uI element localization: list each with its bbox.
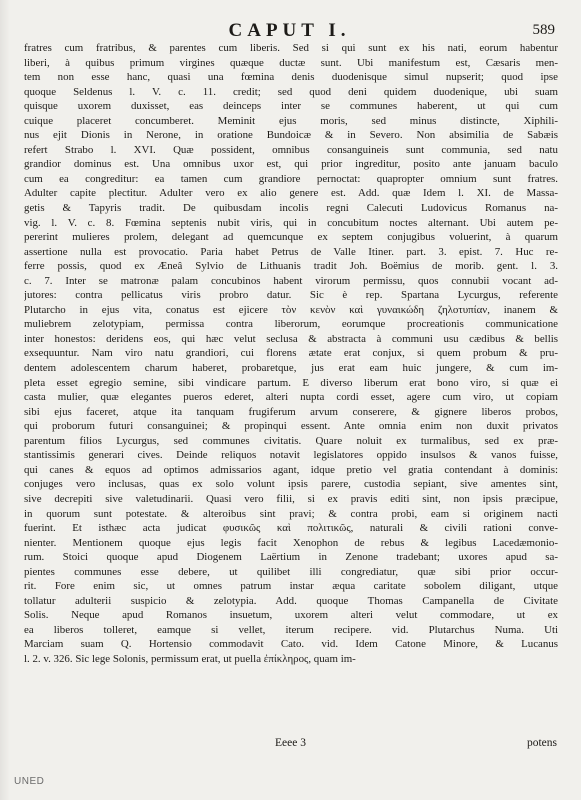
- text-line: pererint mulieres prolem, delegant ad quemcunque ex septem conjugibus voluerint, à quarum: [24, 231, 558, 244]
- text-line: Solis. Neque apud Romanos insuetum, uxorem alteri velut commodare, ut ex: [24, 609, 558, 622]
- text-line: refert Strabo l. XVI. Quæ possident, omnibus consanguineis sunt communia, sed natu: [24, 143, 558, 156]
- text-line: grandior dominus est. Una omnibus uxor est, qui prior ingreditur, posito ante januam baculo: [24, 158, 558, 171]
- text-line: sive decrepiti sive valetudinarii. Quasi vero filii, si ex pravis editi sint, non ipsis præcipue,: [24, 492, 558, 505]
- text-line: sibi ejus faceret, atque ita tanquam frugiferum arvum conserere, & gignere liberos probos,: [24, 405, 558, 418]
- text-line: conjuges vero inclusas, quas ex solo volunt ipsis parere, custodia sepiant, sive amentes sint,: [24, 478, 558, 491]
- page-number: 589: [532, 22, 555, 38]
- text-line: cum ea congreditur: ea tamen cum grandiore pernoctat: quapropter omnium sunt fratres.: [24, 172, 558, 185]
- text-line: rit. Fore enim sic, ut omnes patrum instar æqua caritate sobolem diligant, utque: [24, 580, 558, 593]
- text-line: in quorum sunt potestate. & alteroibus sint pravi; & contra probi, eam si originem nacti: [24, 507, 558, 520]
- text-line: tollatur adulterii suspicio & zelotypia. Add. quoque Thomas Campanella de Civitate: [24, 594, 558, 607]
- catchword: potens: [526, 737, 557, 749]
- text-line: qui proborum futuri consanguinei; & propinqui essent. Ante omnia enim non duxit privatos: [24, 420, 558, 433]
- text-line: c. 7. Inter se matronæ palam concubinos habent virorum permissu, quos connubii vocant ad-: [24, 274, 558, 287]
- text-line: jutores: contra pellicatus viris probro datur. Sic è rep. Spartana Lycurgus, referente: [24, 289, 558, 302]
- text-line: qui canes & equos ad optimos admissarios agant, idque pretio vel gratia contendant à dominis:: [24, 463, 558, 476]
- text-line: assertione nulla est provocatio. Paria habet Petrus de Valle Itiner. part. 3. epist. 7. Huc re-: [24, 245, 558, 258]
- text-line: dentem adolescentem charum haberet, probaretque, jus erat eam huic jungere, & cum im-: [24, 362, 558, 375]
- text-line: inter honestos: deridens eos, qui hæc velut seclusa & abstracta à communi usu cædibus & bellis: [24, 332, 558, 345]
- text-line: casta mulier, quæ elegantes pueros ederet, alteri nupta cordi esset, agere cum viro, ut copiam: [24, 391, 558, 404]
- text-line: parentum filios Lycurgus, sed communes civitatis. Quare noluit ex turmalibus, sed ex præ-: [24, 434, 558, 447]
- text-line: fratres cum fratribus, & parentes cum liberis. Sed si qui sunt ex his nati, eorum habentur: [24, 42, 558, 54]
- text-line: Adulter capite plectitur. Adulter vero ex alio genere est. Add. quæ Idem l. XI. de Massa-: [24, 187, 558, 200]
- text-line: quisque uxorem duxisset, eas deinceps inter se communes haberent, ut qui cum: [24, 100, 558, 113]
- text-line: nus ejit Dionis in Nerone, in oratione Bundoicæ & in Severo. Non absimilia de Sabæis: [24, 129, 558, 142]
- text-line: rum. Stoici quoque apud Diogenem Laërtium in Zenone tradebant; uxores apud sa-: [24, 551, 558, 564]
- page-fold-shadow: [0, 0, 10, 800]
- body-text: [24, 41, 558, 667]
- page-header: [24, 20, 555, 42]
- text-line: fuerint. Et isthæc acta judicat φυσικῶς καὶ πολιτικῶς, naturali & civili rationi conve-: [24, 522, 558, 535]
- text-line: nienter. Mentionem quoque ejus legis facit Xenophon de rebus & legibus Lacedæmonio-: [24, 536, 558, 549]
- page-footer: [24, 737, 557, 755]
- signature-mark: Eeee 3: [275, 737, 306, 749]
- text-line: vig. l. V. c. 8. Fœmina septenis nubit viris, qui in concubitum noctes alternant. Ubi autem pe-: [24, 216, 558, 229]
- text-line: ferre possis, quod ex Æneâ Sylvio de Lithuanis tradit Joh. Boëmius de morib. gent. l. 3.: [24, 260, 558, 273]
- text-line: muliebrem zelotypiam, permissa contra liberorum, eorumque procreationis communicatione: [24, 318, 558, 331]
- text-line: ea liberos tolleret, eamque si vellet, iterum recipere. vid. Plutarchus Numa. Uti: [24, 623, 558, 636]
- text-line: Plutarcho in ejus vita, conatus est ejicere τὸν κενὸν καὶ γυναικώδη ζηλοτυπίαν, inanem &: [24, 303, 558, 316]
- library-stamp: UNED: [14, 776, 45, 787]
- running-title: CAPUT I.: [228, 20, 351, 41]
- text-line: quoque Seldenus l. V. c. 11. credit; sed quod deni quidem duodenique, ubi suam: [24, 85, 558, 98]
- text-line: pleta esset egregio semine, sibi vindicare partum. E diverso liberum erat bono viro, si quæ ei: [24, 376, 558, 389]
- text-line: stantissimis generari cives. Deinde reliquos notavit legislatores oppido insulsos & vanos fuisse,: [24, 449, 558, 462]
- text-line: Marciam suam Q. Hortensio commodavit Cato. vid. Idem Catone Minore, & Lucanus: [24, 638, 558, 651]
- text-line: tem non esse hanc, quasi una fœmina denis duodenisque simul nupserit; quod ipse: [24, 71, 558, 84]
- text-line: cuique placeret concumberet. Meminit ejus moris, sed minus distincte, Xiphili-: [24, 114, 558, 127]
- text-line: getis & Tapyris tradit. De quibusdam incolis regni Calecuti Ludovicus Romanus na-: [24, 202, 558, 215]
- text-line: liberi, à quibus primum virgines quæque ductæ sunt. Ubi manifestum est, Cæsaris men-: [24, 56, 558, 69]
- text-line: exsequuntur. Nam viro natu grandiori, cui florens ætate erat conjux, si quem probum & pru-: [24, 347, 558, 360]
- text-line: pientes communes esse debere, ut quilibet illi congrediatur, quæ sibi prior occur-: [24, 565, 558, 578]
- text-line: l. 2. v. 326. Sic lege Solonis, permissum erat, ut puella ἐπίκληρος, quam im-: [24, 652, 356, 665]
